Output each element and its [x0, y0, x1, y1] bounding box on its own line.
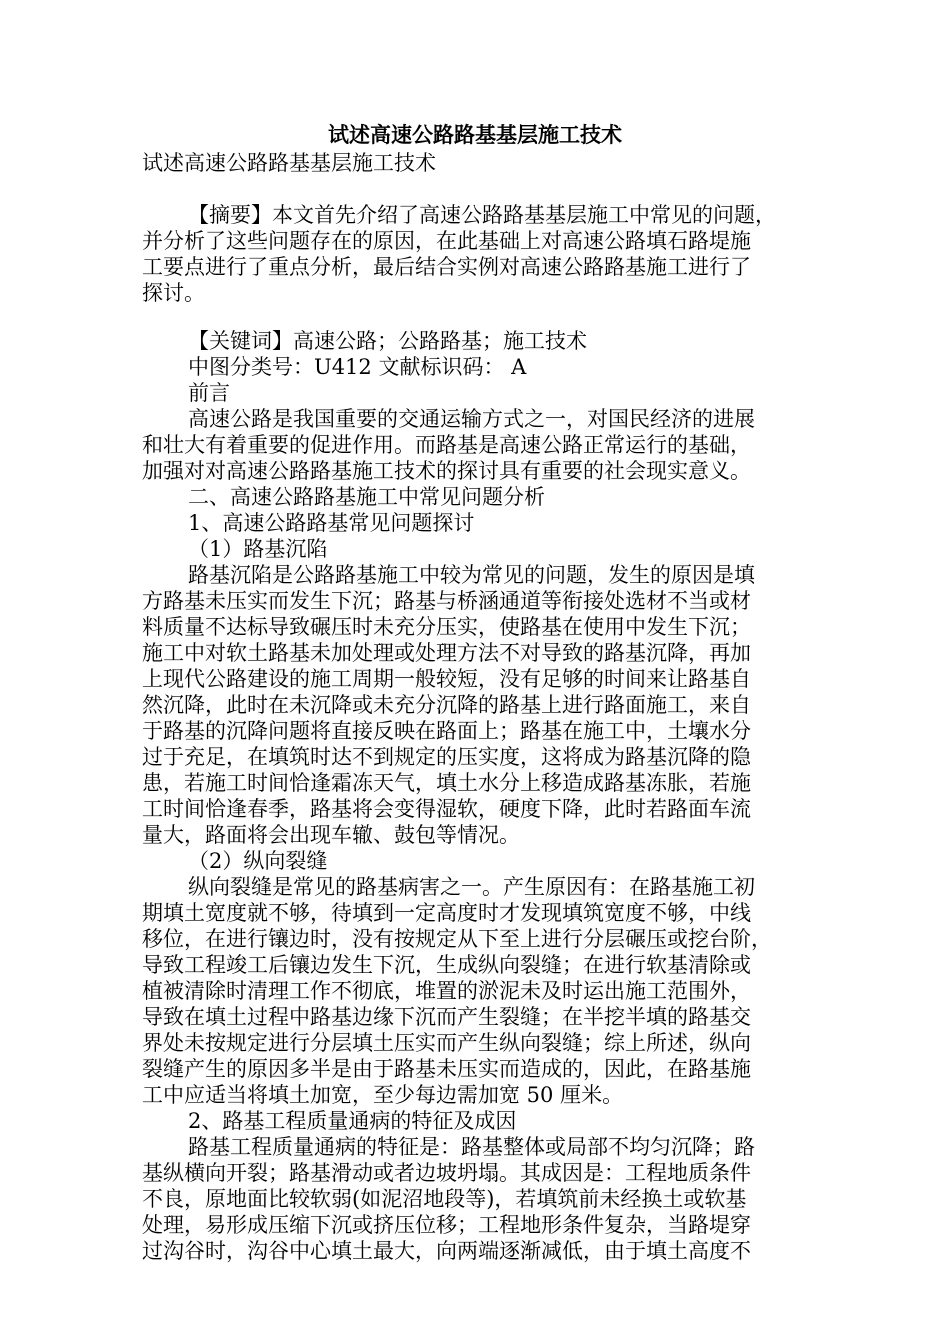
section-heading: 2、路基工程质量通病的特征及成因	[188, 1109, 517, 1133]
document-title: 试述高速公路路基基层施工技术	[328, 122, 622, 147]
section-heading: （2）纵向裂缝	[188, 849, 328, 873]
body-line: 过于充足，在填筑时达不到规定的压实度，这将成为路基沉降的隐	[142, 745, 751, 769]
subtitle-line: 试述高速公路路基基层施工技术	[142, 151, 436, 175]
body-line: 患，若施工时间恰逢霜冻天气，填土水分上移造成路基冻胀，若施	[142, 771, 751, 795]
abstract-line: 【摘要】本文首先介绍了高速公路路基基层施工中常见的问题，	[188, 203, 776, 227]
body-line: 不良，原地面比较软弱(如泥沼地段等)，若填筑前未经换土或软基	[142, 1187, 747, 1211]
abstract-line: 并分析了这些问题存在的原因，在此基础上对高速公路填石路堤施	[142, 229, 751, 253]
body-line: 路基工程质量通病的特征是：路基整体或局部不均匀沉降；路	[188, 1135, 755, 1159]
body-line: 植被清除时清理工作不彻底，堆置的淤泥未及时运出施工范围外，	[142, 979, 751, 1003]
classification-line: 中图分类号：U412 文献标识码： A	[188, 355, 527, 379]
section-heading: 二、高速公路路基施工中常见问题分析	[188, 485, 545, 509]
body-line: 导致工程竣工后镶边发生下沉，生成纵向裂缝；在进行软基清除或	[142, 953, 751, 977]
body-line: 裂缝产生的原因多半是由于路基未压实而造成的，因此，在路基施	[142, 1057, 751, 1081]
body-line: 界处未按规定进行分层填土压实而产生纵向裂缝；综上所述，纵向	[142, 1031, 751, 1055]
body-line: 期填土宽度就不够，待填到一定高度时才发现填筑宽度不够，中线	[142, 901, 751, 925]
section-heading: （1）路基沉陷	[188, 537, 328, 561]
section-heading: 1、高速公路路基常见问题探讨	[188, 511, 475, 535]
body-line: 导致在填土过程中路基边缘下沉而产生裂缝；在半挖半填的路基交	[142, 1005, 751, 1029]
body-line: 加强对对高速公路路基施工技术的探讨具有重要的社会现实意义。	[142, 459, 751, 483]
body-line: 移位，在进行镶边时，没有按规定从下至上进行分层碾压或挖台阶，	[142, 927, 772, 951]
body-line: 和壮大有着重要的促进作用。而路基是高速公路正常运行的基础，	[142, 433, 751, 457]
body-line: 纵向裂缝是常见的路基病害之一。产生原因有：在路基施工初	[188, 875, 755, 899]
body-line: 路基沉陷是公路路基施工中较为常见的问题，发生的原因是填	[188, 563, 755, 587]
abstract-line: 探讨。	[142, 281, 205, 305]
body-line: 基纵横向开裂；路基滑动或者边坡坍塌。其成因是：工程地质条件	[142, 1161, 751, 1185]
body-line: 高速公路是我国重要的交通运输方式之一，对国民经济的进展	[188, 407, 755, 431]
body-line: 量大，路面将会出现车辙、鼓包等情况。	[142, 823, 520, 847]
body-line: 料质量不达标导致碾压时未充分压实，使路基在使用中发生下沉；	[142, 615, 751, 639]
body-line: 上现代公路建设的施工周期一般较短，没有足够的时间来让路基自	[142, 667, 751, 691]
body-line: 于路基的沉降问题将直接反映在路面上；路基在施工中，土壤水分	[142, 719, 751, 743]
body-line: 过沟谷时，沟谷中心填土最大，向两端逐渐减低，由于填土高度不	[142, 1239, 751, 1263]
body-line: 工时间恰逢春季，路基将会变得湿软，硬度下降，此时若路面车流	[142, 797, 751, 821]
body-line: 工中应适当将填土加宽，至少每边需加宽 50 厘米。	[142, 1083, 624, 1107]
section-heading: 前言	[188, 381, 230, 405]
keywords-line: 【关键词】高速公路；公路路基；施工技术	[188, 329, 587, 353]
body-line: 处理，易形成压缩下沉或挤压位移；工程地形条件复杂，当路堤穿	[142, 1213, 751, 1237]
body-line: 施工中对软土路基未加处理或处理方法不对导致的路基沉降，再加	[142, 641, 751, 665]
body-line: 方路基未压实而发生下沉；路基与桥涵通道等衔接处选材不当或材	[142, 589, 751, 613]
body-line: 然沉降，此时在未沉降或未充分沉降的路基上进行路面施工，来自	[142, 693, 751, 717]
abstract-line: 工要点进行了重点分析，最后结合实例对高速公路路基施工进行了	[142, 255, 751, 279]
